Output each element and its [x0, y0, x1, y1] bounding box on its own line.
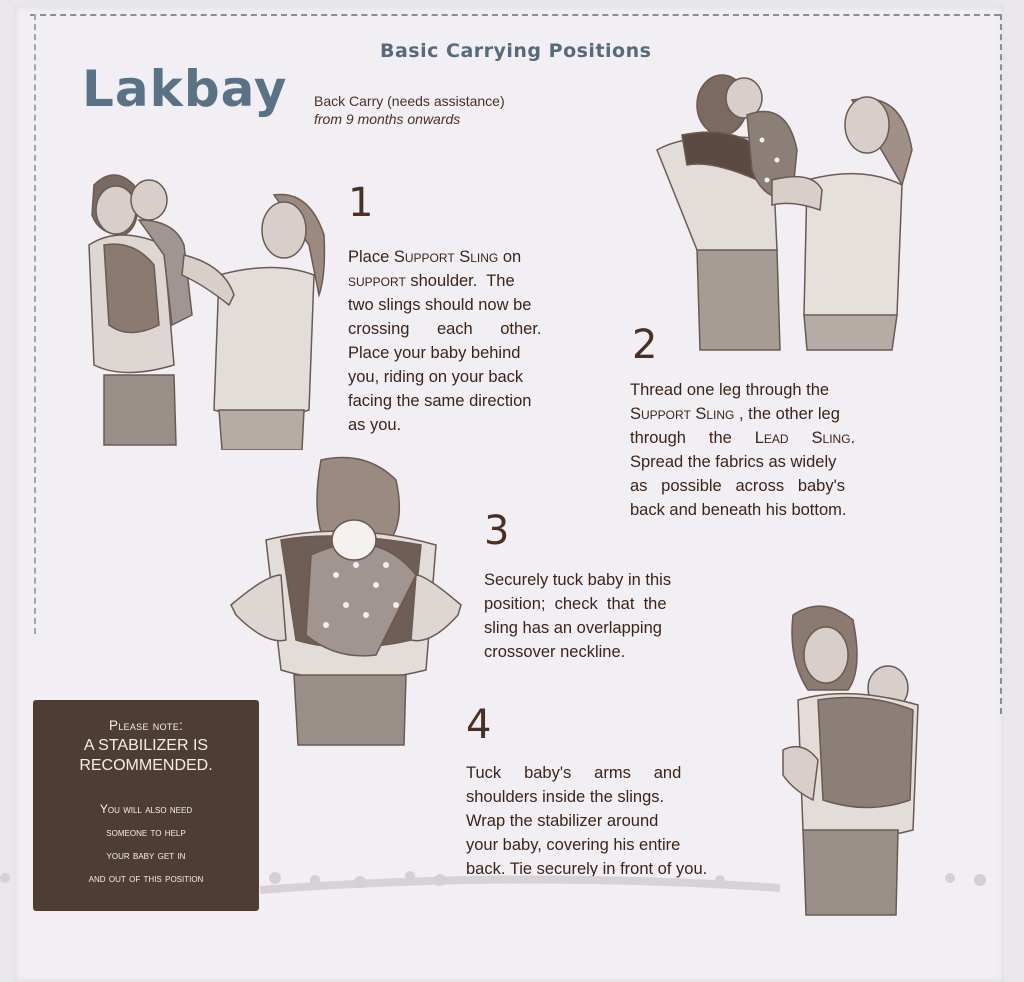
text-line: you, riding on your back [348, 368, 524, 386]
text-line: Tuck baby's arms and [466, 764, 682, 782]
text-line: Wrap the stabilizer around [466, 812, 659, 830]
step-2-photo [652, 70, 922, 355]
text-run: on [498, 248, 522, 266]
text-line: your baby, covering his entire [466, 836, 681, 854]
text-run [789, 429, 812, 447]
text-run: Place [348, 248, 394, 266]
dashed-cut-line-top [30, 14, 1000, 16]
page-heading: Basic Carrying Positions [380, 40, 652, 62]
text-line: position; check that the [484, 595, 667, 613]
step-3-number: 3 [484, 508, 510, 554]
text-line: crossing each other. [348, 320, 542, 338]
note-detail-line: your baby get in [106, 848, 186, 862]
step-2-text [630, 378, 915, 522]
dashed-cut-line-right [1000, 14, 1002, 714]
text-line: shoulders inside the slings. [466, 788, 665, 806]
text-run: . [850, 429, 856, 447]
brand-logo: Lakbay [82, 60, 288, 118]
decorative-flower-border [0, 850, 1024, 910]
step-2-number: 2 [632, 322, 658, 368]
text-run: , the other leg [734, 405, 840, 423]
note-label: Please note: [108, 718, 184, 733]
text-run: Support Sling [630, 405, 735, 423]
text-line: sling has an overlapping [484, 619, 662, 637]
step-4-number: 4 [466, 702, 492, 748]
text-run: through the [630, 429, 755, 447]
text-run: support [348, 272, 406, 290]
age-range: from 9 months onwards [314, 111, 461, 127]
note-emphasis-line: A STABILIZER IS [83, 737, 209, 754]
text-line: Thread one leg through the [630, 381, 830, 399]
text-line: facing the same direction [348, 392, 532, 410]
text-run: Lead [754, 429, 789, 447]
text-line: as you. [348, 416, 402, 434]
step-1-photo [64, 165, 339, 450]
text-line: as possible across baby's [630, 477, 845, 495]
text-run: Sling [811, 429, 851, 447]
note-detail-line: You will also need [99, 802, 193, 816]
note-emphasis-line: RECOMMENDED. [79, 757, 213, 774]
step-1-number: 1 [348, 180, 374, 226]
note-detail-line: and out of this position [88, 871, 204, 885]
text-line: Spread the fabrics as widely [630, 453, 837, 471]
text-line: back and beneath his bottom. [630, 501, 847, 519]
text-line: two slings should now be [348, 296, 532, 314]
step-1-text [348, 245, 580, 437]
step-3-photo [226, 455, 466, 750]
dashed-cut-line-left [34, 14, 36, 634]
position-title: Back Carry (needs assistance) [314, 93, 505, 109]
text-run: Support Sling [393, 248, 499, 266]
text-line: Securely tuck baby in this [484, 571, 672, 589]
note-detail-line: someone to help [106, 825, 186, 839]
text-line: crossover neckline. [484, 643, 626, 661]
text-line: Place your baby behind [348, 344, 521, 362]
text-run: shoulder. The [405, 272, 515, 290]
step-3-text [484, 568, 729, 664]
text-line: back. Tie securely in front of you. [466, 860, 708, 878]
note-emphasis [33, 736, 259, 776]
